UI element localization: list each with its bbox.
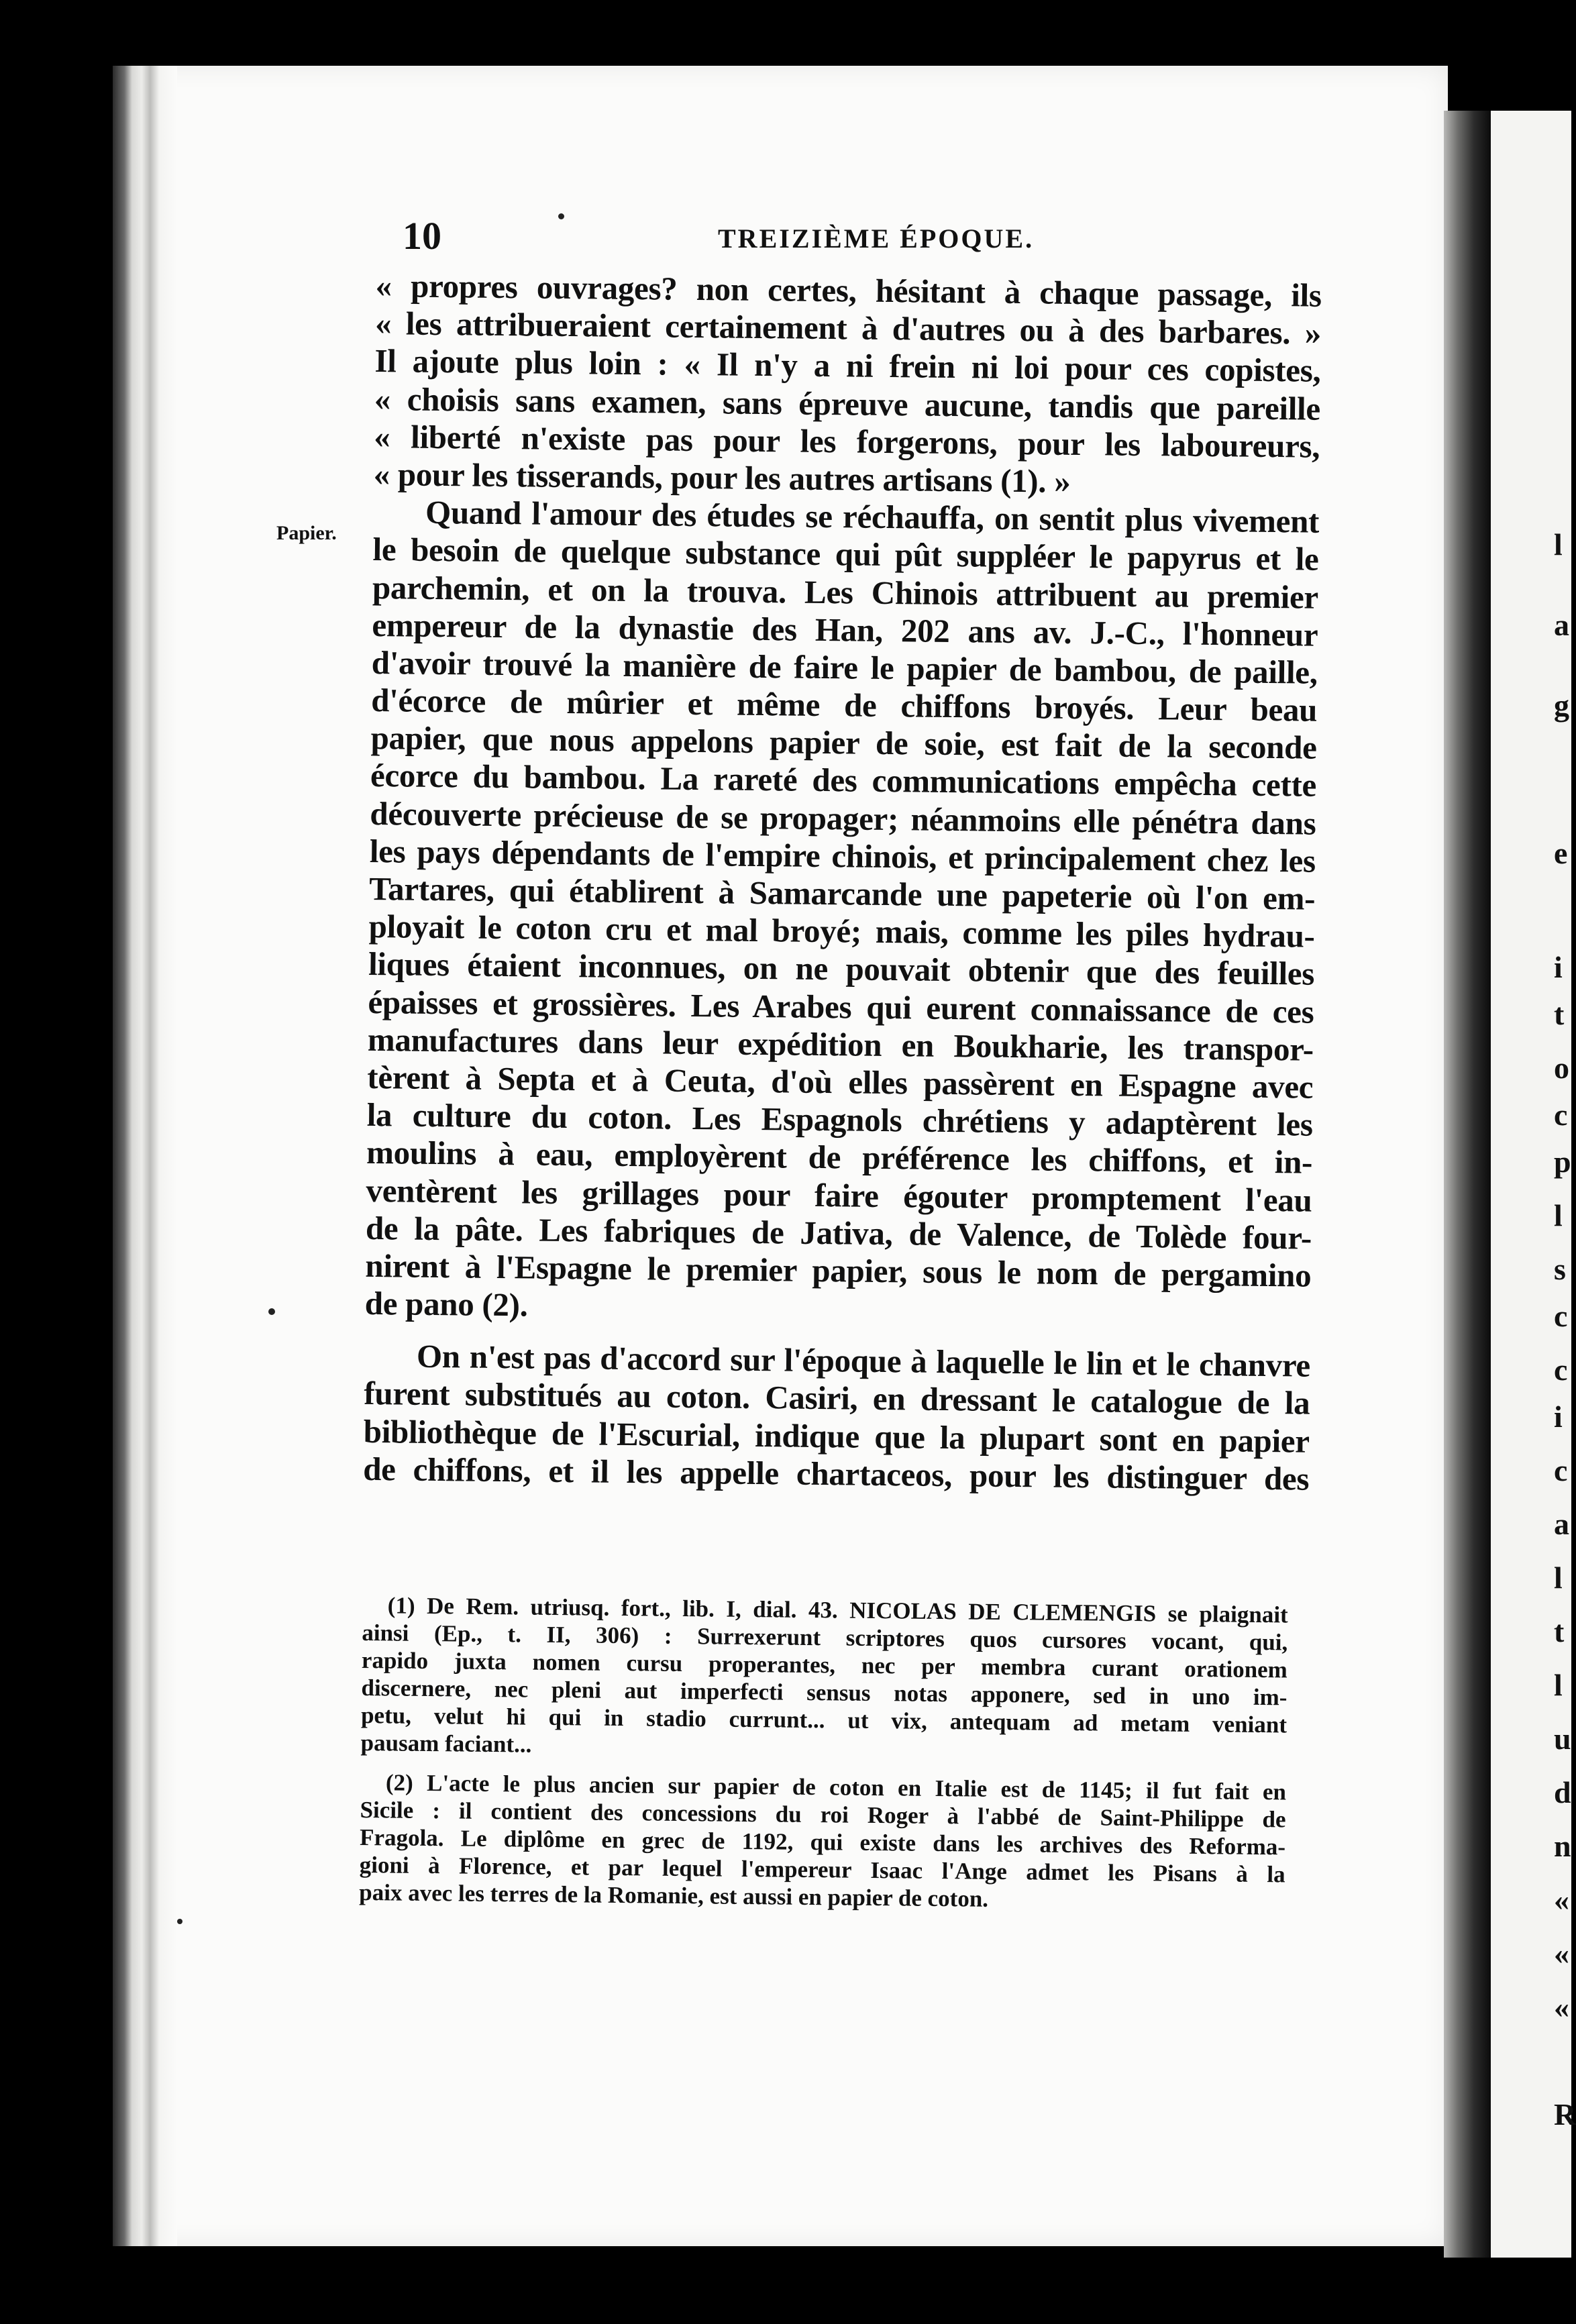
facing-page-letter: R — [1554, 2097, 1576, 2131]
text-line: de pano (2). — [364, 1284, 528, 1324]
footnote-line: gioni à Florence, et par lequel l'empereur Isaac l'Ange admet les Pisans à la — [359, 1851, 1285, 1888]
text-line: de la pâte. Les fabriques de Jativa, de Valence, de Tolède four- — [365, 1209, 1312, 1257]
text-line: Tartares, qui établirent à Samarcande une papeterie où l'on em- — [369, 869, 1316, 917]
facing-page-letter: t — [1554, 1614, 1565, 1648]
page-gutter — [113, 66, 177, 2246]
ink-speck — [558, 213, 564, 219]
page-number: 10 — [403, 214, 441, 258]
facing-page-letter: t — [1554, 997, 1565, 1031]
facing-page-letter: s — [1554, 1252, 1566, 1286]
facing-page-letter: c — [1554, 1453, 1568, 1487]
margin-note: Papier. — [276, 522, 337, 544]
text-line: d'avoir trouvé la manière de faire le papier de bambou, de paille, — [371, 643, 1318, 691]
footnote-line: ainsi (Ep., t. II, 306) : Surrexerunt scriptores quos cursores vocant, qui, — [362, 1619, 1288, 1656]
text-line: tèrent à Septa et à Ceuta, d'où elles passèrent en Espagne avec — [367, 1058, 1314, 1106]
text-line: de chiffons, et il les appelle chartaceos, pour les distinguer des — [362, 1450, 1310, 1497]
footnote-line: Fragola. Le diplôme en grec de 1192, qui existe dans les archives des Reforma- — [359, 1824, 1286, 1860]
facing-page-edge — [1491, 111, 1576, 2258]
facing-page-letter: l — [1554, 1198, 1563, 1232]
text-line: nirent à l'Espagne le premier papier, sous le nom de pergamino — [365, 1247, 1312, 1294]
ink-speck — [177, 1919, 182, 1924]
footnote-line: rapido juxta nomen cursu properantes, nec per membra curant orationem — [361, 1646, 1288, 1683]
facing-page-letter: d — [1554, 1775, 1571, 1809]
paragraph-linen — [363, 1337, 1310, 1498]
facing-page-letter: c — [1554, 1098, 1568, 1132]
text-line: bibliothèque de l'Escurial, indique que la plupart sont en papier — [363, 1412, 1310, 1460]
text-line: On n'est pas d'accord sur l'époque à laquelle le lin et le chanvre — [416, 1337, 1311, 1384]
text-line: moulins à eau, employèrent de préférence les chiffons, et in- — [366, 1134, 1313, 1181]
text-line: « les attribueraient certainement à d'autres ou à des barbares. » — [374, 305, 1322, 352]
paragraph-quote — [373, 267, 1321, 503]
facing-page-letter: l — [1554, 527, 1563, 562]
text-line: la culture du coton. Les Espagnols chrétiens y adaptèrent les — [366, 1096, 1313, 1143]
facing-page-letter: o — [1554, 1051, 1569, 1085]
facing-page-letter: « — [1554, 1990, 1569, 2024]
page-edge-shadow — [1444, 111, 1491, 2258]
text-line: Quand l'amour des études se réchauffa, on sentit plus vivement — [425, 493, 1320, 540]
footnote-line: pausam faciant... — [360, 1729, 532, 1758]
text-line: empereur de la dynastie des Han, 202 ans av. J.-C., l'honneur — [372, 606, 1318, 653]
text-line: « pour les tisserands, pour les autres artisans (1). » — [373, 455, 1071, 500]
paragraph-paper-history — [365, 493, 1320, 1332]
footnote-line: discernere, nec pleni aut imperfecti sensus notas apponere, sed in uno im- — [361, 1674, 1288, 1711]
footnote-line: paix avec les terres de la Romanie, est aussi en papier de coton. — [359, 1879, 989, 1912]
facing-page-letter: « — [1554, 1883, 1569, 1917]
text-line: manufactures dans leur expédition en Boukharie, les transpor- — [367, 1020, 1314, 1068]
footnotes — [359, 1591, 1288, 1915]
facing-page-letter: i — [1554, 1399, 1563, 1434]
text-line: Il ajoute plus loin : « Il n'y a ni frein ni loi pour ces copistes, — [374, 342, 1321, 390]
text-line: écorce du bambou. La rareté des communications empêcha cette — [370, 757, 1317, 804]
text-line: furent substitués au coton. Casiri, en dressant le catalogue de la — [364, 1375, 1310, 1422]
text-line: ployait le coton cru et mal broyé; mais, comme les piles hydrau- — [368, 908, 1315, 955]
facing-page-letter: c — [1554, 1353, 1568, 1387]
footnote-line: Sicile : il contient des concessions du roi Roger à l'abbé de Saint-Philippe de — [360, 1796, 1286, 1833]
facing-page-letter: a — [1554, 608, 1569, 642]
facing-page-letter: c — [1554, 1299, 1568, 1333]
footnote-2 — [359, 1768, 1286, 1915]
text-line: d'écorce de mûrier et même de chiffons broyés. Leur beau — [370, 682, 1318, 729]
facing-page-letter: u — [1554, 1722, 1571, 1756]
text-line: ventèrent les grillages pour faire égouter promptement l'eau — [366, 1171, 1312, 1219]
facing-page-letter: a — [1554, 1507, 1569, 1541]
facing-page-letter: n — [1554, 1829, 1571, 1863]
facing-page-letter: i — [1554, 950, 1563, 984]
facing-page-letter: e — [1554, 836, 1568, 870]
text-line: parchemin, et on la trouva. Les Chinois attribuent au premier — [372, 568, 1319, 616]
facing-page-letter: l — [1554, 1668, 1563, 1702]
footnote-line: (2) L'acte le plus ancien sur papier de coton en Italie est de 1145; il fut fait en — [385, 1769, 1287, 1805]
text-line: les pays dépendants de l'empire chinois, et principalement chez les — [369, 832, 1316, 880]
running-head: TREIZIÈME ÉPOQUE. — [718, 223, 1035, 254]
footnote-line: petu, velut hi qui in stadio currunt... ut vix, antequam ad metam veniant — [360, 1701, 1288, 1738]
footnote-line: (1) De Rem. utriusq. fort., lib. I, dial. 43. NICOLAS DE CLEMENGIS se plaignait — [387, 1592, 1288, 1628]
main-text — [363, 267, 1322, 1498]
text-line: épaisses et grossières. Les Arabes qui eurent connaissance de ces — [368, 983, 1314, 1031]
text-line: liques étaient inconnues, on ne pouvait obtenir que des feuilles — [368, 945, 1315, 993]
ink-speck — [268, 1308, 275, 1315]
facing-page-letter: p — [1554, 1145, 1571, 1179]
text-line: papier, que nous appelons papier de soie, est fait de la seconde — [370, 719, 1317, 766]
facing-page-letter: « — [1554, 1936, 1569, 1970]
text-line: « propres ouvrages? non certes, hésitant à chaque passage, ils — [375, 267, 1322, 314]
text-line: le besoin de quelque substance qui pût suppléer le papyrus et le — [372, 531, 1319, 578]
facing-page-letter: g — [1554, 688, 1569, 723]
text-line: découverte précieuse de se propager; néanmoins elle pénétra dans — [370, 794, 1316, 842]
footnote-1 — [360, 1591, 1288, 1766]
text-line: « choisis sans examen, sans épreuve aucune, tandis que pareille — [374, 380, 1321, 427]
facing-page-letter: l — [1554, 1561, 1563, 1595]
text-line: « liberté n'existe pas pour les forgerons, pour les laboureurs, — [374, 417, 1320, 465]
page-header — [403, 213, 1328, 260]
